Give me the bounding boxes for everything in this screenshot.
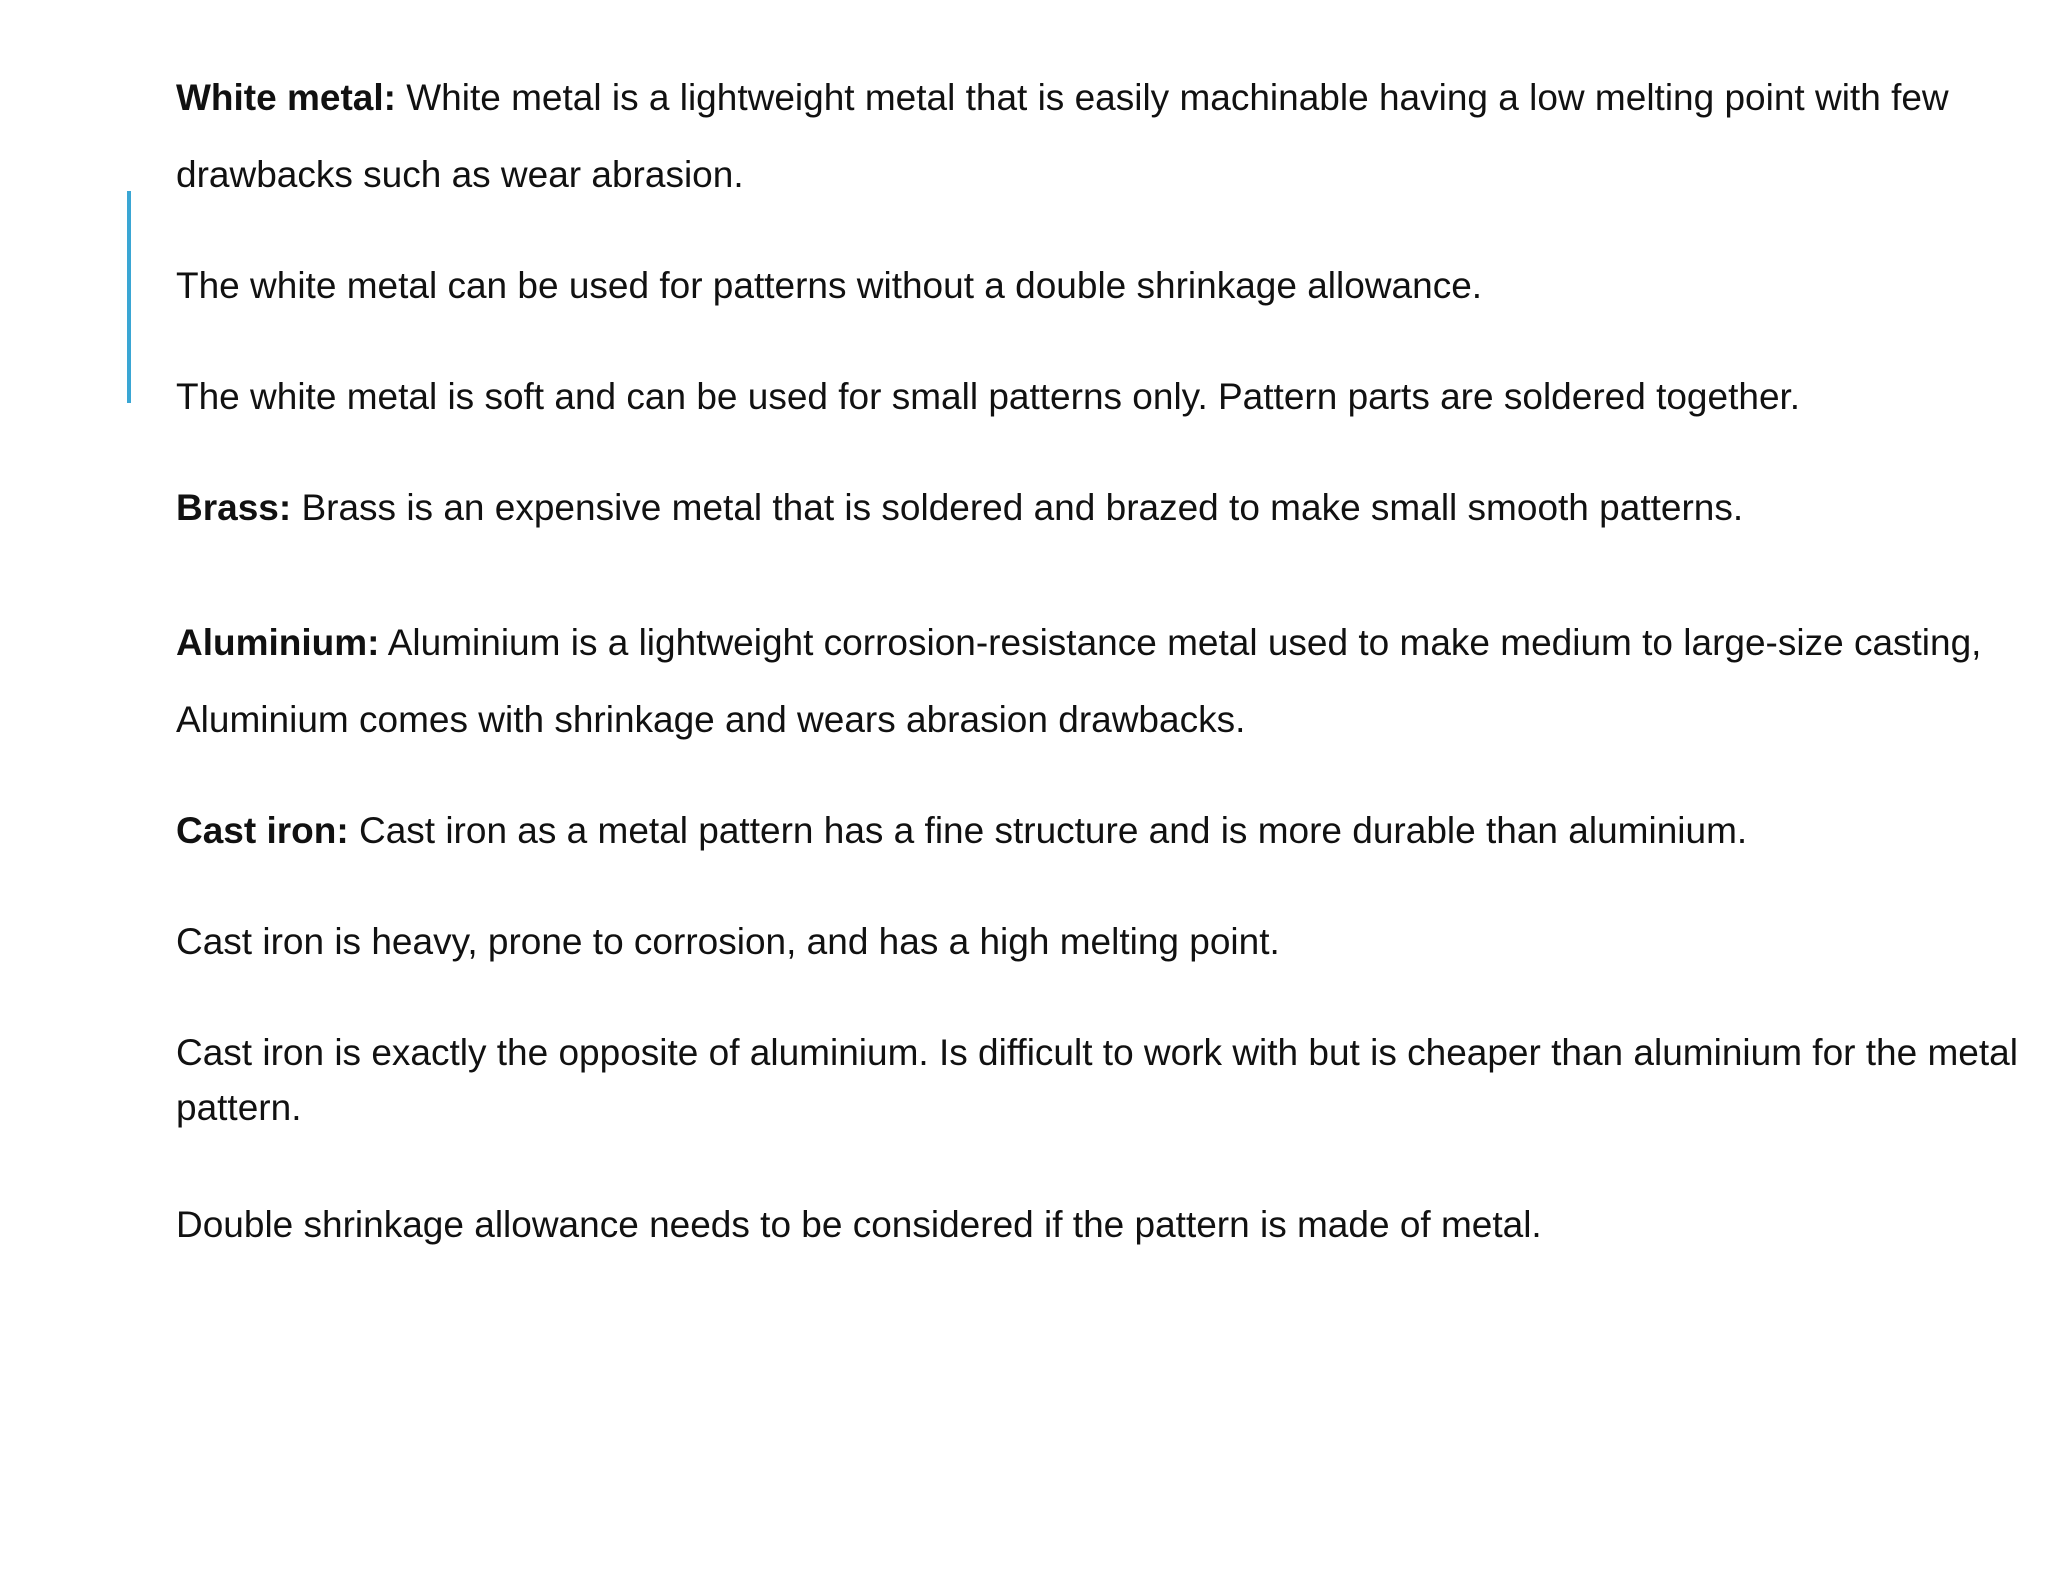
term-white-metal: White metal: [176, 77, 396, 118]
paragraph-cast-iron-heavy [176, 903, 2021, 980]
paragraph-text: Aluminium is a lightweight corrosion-resistance metal used to make medium to large-size casting, Aluminium comes with shrinkage and wears abrasion drawbacks. [176, 622, 1982, 740]
paragraph-text: The white metal can be used for patterns without a double shrinkage allowance. [176, 265, 1483, 306]
paragraph-text: Double shrinkage allowance needs to be considered if the pattern is made of metal. [176, 1204, 1542, 1245]
paragraph-aluminium [176, 604, 2021, 758]
paragraph-text: Cast iron is exactly the opposite of aluminium. Is difficult to work with but is cheaper than aluminium for the metal pattern. [176, 1032, 2018, 1128]
paragraph-text: Cast iron as a metal pattern has a fine structure and is more durable than aluminium. [348, 810, 1748, 851]
term-brass: Brass: [176, 487, 292, 528]
paragraph-cast-iron [176, 792, 2021, 869]
blockquote-accent-bar [127, 191, 131, 403]
paragraph-text: Cast iron is heavy, prone to corrosion, and has a high melting point. [176, 921, 1280, 962]
paragraph-white-metal-soft [176, 358, 2021, 435]
paragraph-white-metal-shrinkage [176, 247, 2021, 324]
term-cast-iron: Cast iron: [176, 810, 349, 851]
term-aluminium: Aluminium: [176, 622, 380, 663]
paragraph-cast-iron-opposite [176, 1025, 2021, 1135]
paragraph-text: The white metal is soft and can be used for small patterns only. Pattern parts are soldered together. [176, 376, 1801, 417]
paragraph-brass [176, 469, 2021, 546]
paragraph-text: White metal is a lightweight metal that is easily machinable having a low melting point with few drawbacks such as wear abrasion. [176, 77, 1949, 195]
paragraph-white-metal [176, 59, 2021, 213]
paragraph-double-shrinkage [176, 1186, 2021, 1263]
paragraph-text: Brass is an expensive metal that is soldered and brazed to make small smooth patterns. [291, 487, 1744, 528]
